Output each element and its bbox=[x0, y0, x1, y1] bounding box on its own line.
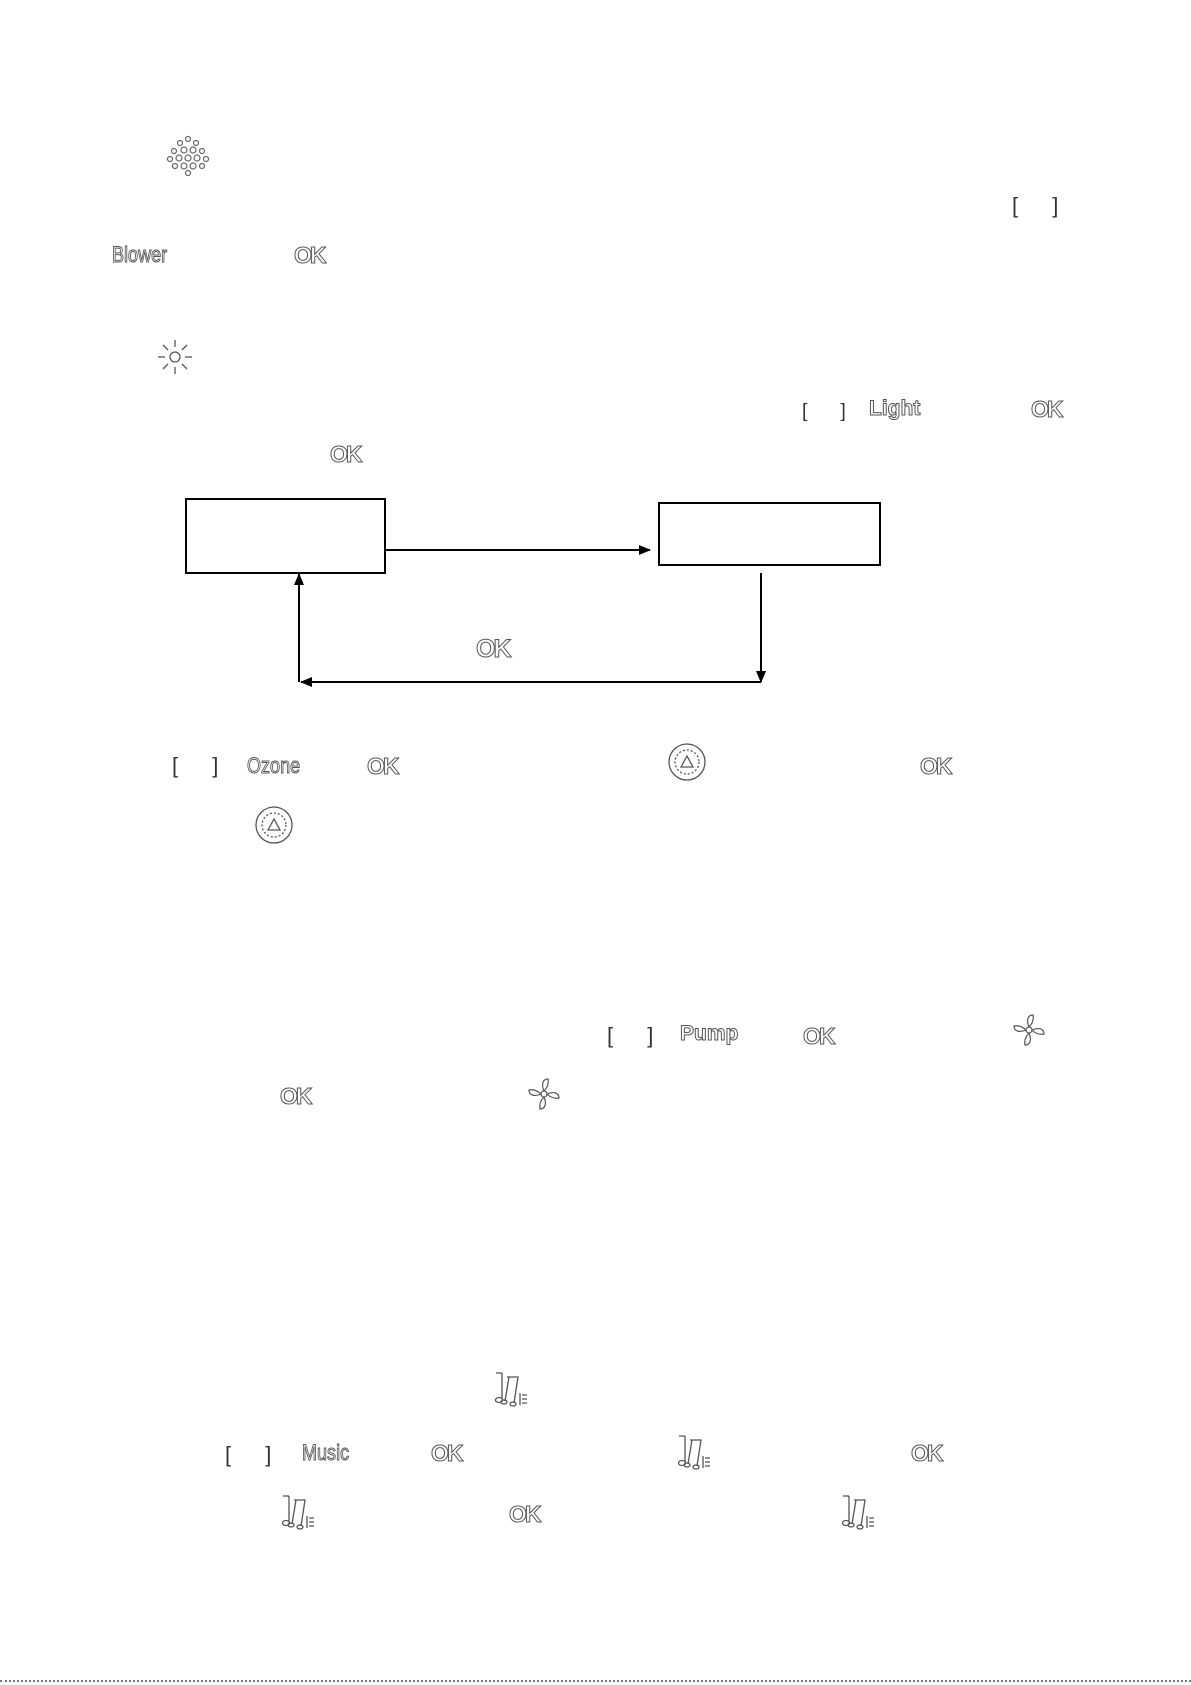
ok-button-glyph: OK bbox=[509, 1501, 540, 1527]
pump-label: Pump bbox=[680, 1022, 739, 1045]
ok-button-glyph: OK bbox=[367, 753, 398, 779]
diagram-box-right bbox=[659, 503, 880, 565]
ok-button-glyph: OK bbox=[1031, 396, 1062, 422]
select-bracket: [ ] bbox=[802, 401, 860, 422]
ok-button-glyph: OK bbox=[294, 242, 325, 268]
music-notes-icon bbox=[492, 1369, 530, 1409]
ok-button-glyph: OK bbox=[330, 441, 361, 467]
ok-button-glyph: OK bbox=[920, 753, 951, 779]
blower-label: Blower bbox=[112, 242, 168, 267]
music-notes-icon bbox=[675, 1432, 713, 1472]
flow-diagram bbox=[0, 0, 1191, 720]
fan-icon bbox=[527, 1076, 561, 1112]
select-bracket: [ ] bbox=[1012, 193, 1073, 218]
music-notes-icon bbox=[279, 1492, 317, 1532]
ozone-dial-icon bbox=[254, 805, 294, 845]
page-bottom-border bbox=[0, 1680, 1191, 1682]
ozone-label: Ozone bbox=[247, 753, 301, 778]
select-bracket: [ ] bbox=[607, 1023, 668, 1048]
diagram-box-left bbox=[186, 499, 385, 573]
ok-button-glyph: OK bbox=[431, 1440, 462, 1466]
light-label: Light bbox=[869, 397, 921, 420]
music-notes-icon bbox=[839, 1492, 877, 1532]
select-bracket: [ ] bbox=[225, 1442, 286, 1467]
ozone-dial-icon bbox=[667, 742, 707, 782]
ok-button-glyph: OK bbox=[280, 1083, 311, 1109]
ok-button-glyph: OK bbox=[911, 1440, 942, 1466]
fan-icon bbox=[1012, 1012, 1046, 1048]
select-bracket: [ ] bbox=[172, 753, 233, 778]
diagram-return-ok: OK bbox=[476, 635, 510, 663]
ok-button-glyph: OK bbox=[803, 1023, 834, 1049]
music-label: Music bbox=[302, 1440, 350, 1465]
